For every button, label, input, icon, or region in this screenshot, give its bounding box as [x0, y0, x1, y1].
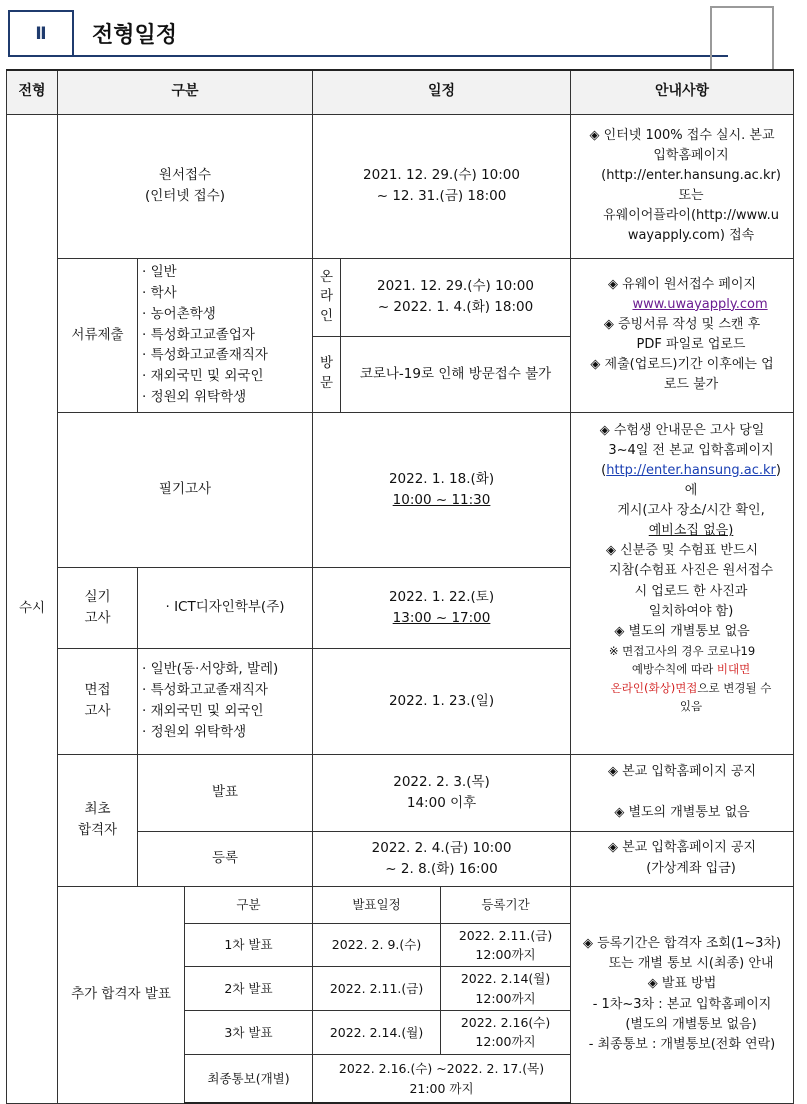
exam-info-5: 게시(고사 장소/시간 확인,: [617, 503, 765, 519]
announce-label: 발표: [138, 754, 313, 831]
docs-target: · 특성화고교졸재직자: [142, 347, 268, 364]
visit-label-cell: [313, 336, 341, 412]
announce-info-2: ◈ 별도의 개별통보 없음: [614, 804, 750, 820]
interview-target: · 재외국민 및 외국인: [142, 703, 264, 719]
apply-label-2: (인터넷 접수): [144, 188, 226, 204]
interview-target: · 정원외 위탁학생: [142, 723, 247, 740]
round-1-reg-1: 2022. 2.11.(금): [458, 927, 553, 943]
round-1-date: 2022. 2. 9.(수): [313, 923, 441, 967]
docs-info-3: PDF 파일로 업로드: [636, 337, 746, 352]
exam-info-7: ◈ 신분증 및 수험표 반드시: [605, 543, 759, 559]
practical-label-1: 실기: [84, 588, 111, 605]
online-date-2: ~ 2022. 1. 4.(화) 18:00: [377, 299, 534, 315]
apply-date-2: ~ 12. 31.(금) 18:00: [376, 188, 507, 204]
online-label: 온라인: [319, 268, 334, 324]
additional-label: 추가 합격자 발표: [58, 886, 185, 1103]
interview-date: 2022. 1. 23.(일): [313, 648, 571, 754]
header-underline: [8, 55, 728, 57]
announce-date-2: 14:00 이후: [406, 794, 477, 811]
round-3-cat: 3차 발표: [185, 1011, 313, 1055]
visit-label: 방문: [319, 355, 334, 391]
round-1-reg-2: 12:00까지: [475, 946, 536, 962]
reg-info: [571, 831, 794, 886]
exam-info-1: ◈ 수험생 안내문은 고사 당일: [599, 422, 765, 438]
docs-info-2: ◈ 증빙서류 작성 및 스캔 후: [603, 316, 761, 332]
add-info-2: 또는 개별 통보 시(최종) 안내: [608, 956, 774, 972]
add-info-4: - 1차~3차 : 본교 입학홈페이지: [592, 996, 772, 1012]
uwayapply-link[interactable]: www.uwayapply.com: [632, 296, 768, 312]
add-head-date: 발표일정: [313, 886, 441, 923]
written-date-2: 10:00 ~ 11:30: [392, 491, 491, 508]
page-title: 전형일정: [92, 23, 178, 48]
reg-date: [313, 831, 571, 886]
col-header-info: 안내사항: [571, 70, 794, 114]
apply-info-2: 입학홈페이지: [653, 147, 729, 163]
final-notice-date-2: 21:00 까지: [409, 1080, 474, 1096]
section-number-box: [8, 10, 74, 56]
practical-date: [313, 567, 571, 648]
final-notice-date-1: 2022. 2.16.(수) ~2022. 2. 17.(목): [338, 1061, 545, 1077]
round-1-cat: 1차 발표: [185, 923, 313, 967]
add-info-3: ◈ 발표 방법: [647, 976, 717, 992]
section-number: Ⅱ: [35, 24, 47, 44]
interview-note-1: ※ 면접고사의 경우 코로나19: [608, 644, 756, 659]
col-header-schedule: 일정: [313, 70, 571, 114]
exam-info-8: 지참(수험표 사진은 원서접수: [609, 563, 774, 579]
round-1-reg: [441, 923, 571, 967]
apply-info-1: ◈ 인터넷 100% 접수 실시. 본교: [589, 127, 775, 143]
online-date: [341, 258, 571, 336]
apply-date: [313, 114, 571, 258]
apply-label: [58, 114, 313, 258]
interview-note-3-red: 온라인(화상)면접: [610, 680, 698, 695]
written-date: [313, 412, 571, 567]
docs-target: · 학사: [142, 284, 177, 301]
apply-label-1: 원서접수: [158, 167, 212, 184]
exam-info-4: 에: [684, 482, 698, 498]
add-info-6: - 최종통보 : 개별통보(전화 연락): [588, 1036, 776, 1052]
apply-info: [571, 114, 794, 258]
final-label-1: 최초: [84, 801, 111, 818]
round-3-reg: [441, 1011, 571, 1055]
docs-info-1: ◈ 유웨이 원서접수 페이지: [608, 276, 757, 292]
final-label: [58, 754, 138, 886]
practical-date-2: 13:00 ~ 17:00: [392, 609, 491, 626]
interview-note-2-red: 비대면: [716, 662, 751, 677]
practical-date-1: 2022. 1. 22.(토): [388, 588, 495, 605]
reg-info-1: ◈ 본교 입학홈페이지 공지: [608, 840, 757, 856]
schedule-table: [6, 69, 794, 1104]
announce-info: [571, 754, 794, 831]
docs-info-4: ◈ 제출(업로드)기간 이후에는 업: [590, 357, 774, 373]
written-label: 필기고사: [58, 412, 313, 567]
round-2-reg: [441, 967, 571, 1011]
exam-info-2: 3~4일 전 본교 입학홈페이지: [608, 442, 774, 458]
docs-info-5: 로드 불가: [663, 377, 719, 393]
interview-note-3: 으로 변경될 수: [697, 680, 772, 695]
reg-label: 등록: [138, 831, 313, 886]
interview-label-2: 고사: [84, 703, 111, 719]
reg-date-1: 2022. 2. 4.(금) 10:00: [371, 839, 512, 856]
docs-label: 서류제출: [58, 258, 138, 412]
interview-target: · 특성화고교졸재직자: [142, 682, 268, 699]
online-label-cell: [313, 258, 341, 336]
reg-info-2: (가상계좌 입금): [646, 860, 736, 876]
online-date-1: 2021. 12. 29.(수) 10:00: [377, 278, 534, 295]
reg-date-2: ~ 2. 8.(화) 16:00: [385, 860, 498, 877]
docs-target: · 재외국민 및 외국인: [142, 368, 264, 385]
apply-date-1: 2021. 12. 29.(수) 10:00: [363, 167, 520, 184]
add-info-1: ◈ 등록기간은 합격자 조회(1~3차): [582, 936, 782, 952]
apply-info-4: 또는: [678, 188, 704, 203]
interview-target: · 일반(동·서양화, 발레): [142, 661, 279, 678]
visit-text: 코로나-19로 인해 방문접수 불가: [341, 336, 571, 412]
hansung-link[interactable]: http://enter.hansung.ac.kr: [606, 462, 776, 478]
round-3-reg-1: 2022. 2.16(수): [460, 1015, 551, 1030]
written-date-1: 2022. 1. 18.(화): [388, 470, 495, 487]
type-cell: 수시: [7, 114, 58, 1103]
docs-target: · 일반: [142, 263, 177, 280]
apply-info-5: 유웨이어플라이(http://www.u: [603, 208, 779, 224]
exam-info-6: 예비소집 없음): [648, 523, 734, 539]
practical-target: · ICT디자인학부(주): [138, 567, 313, 648]
apply-info-6: wayapply.com) 접속: [627, 228, 755, 244]
round-2-cat: 2차 발표: [185, 967, 313, 1011]
docs-info: [571, 258, 794, 412]
announce-date-1: 2022. 2. 3.(목): [393, 773, 490, 790]
additional-info: [571, 886, 794, 1103]
exam-info: [571, 412, 794, 754]
interview-note-4: 있음: [679, 699, 703, 714]
interview-targets: [138, 648, 313, 754]
apply-info-3: (http://enter.hansung.ac.kr): [601, 167, 781, 183]
round-3-reg-2: 12:00까지: [475, 1034, 536, 1050]
announce-info-1: ◈ 본교 입학홈페이지 공지: [608, 764, 757, 780]
practical-label-2: 고사: [84, 609, 111, 626]
round-2-date: 2022. 2.11.(금): [313, 967, 441, 1011]
final-label-2: 합격자: [77, 822, 118, 838]
interview-note-2: 예방수칙에 따라: [631, 662, 717, 677]
exam-info-11: ◈ 별도의 개별통보 없음: [614, 623, 750, 639]
exam-info-9: 시 업로드 한 사진과: [634, 583, 748, 599]
final-notice-cat: 최종통보(개별): [185, 1054, 313, 1103]
exam-info-10: 일치하여야 함): [648, 603, 734, 619]
add-head-reg: 등록기간: [441, 886, 571, 923]
practical-label: [58, 567, 138, 648]
docs-target: · 정원외 위탁학생: [142, 389, 247, 406]
docs-target: · 특성화고교졸업자: [142, 326, 255, 343]
paren-close: ): [775, 462, 781, 478]
interview-label-1: 면접: [84, 682, 111, 699]
round-3-date: 2022. 2.14.(월): [313, 1011, 441, 1055]
round-2-reg-1: 2022. 2.14(월): [460, 971, 551, 987]
docs-targets: [138, 258, 313, 412]
paren-open: (: [601, 462, 607, 478]
round-2-reg-2: 12:00까지: [475, 990, 536, 1006]
col-header-type: 전형: [7, 70, 58, 114]
col-header-category: 구분: [58, 70, 313, 114]
interview-label: [58, 648, 138, 754]
announce-date: [313, 754, 571, 831]
add-info-5: (별도의 개별통보 없음): [625, 1016, 757, 1032]
final-notice-date: [313, 1054, 571, 1103]
docs-target: · 농어촌학생: [142, 305, 216, 322]
add-head-cat: 구분: [185, 886, 313, 923]
